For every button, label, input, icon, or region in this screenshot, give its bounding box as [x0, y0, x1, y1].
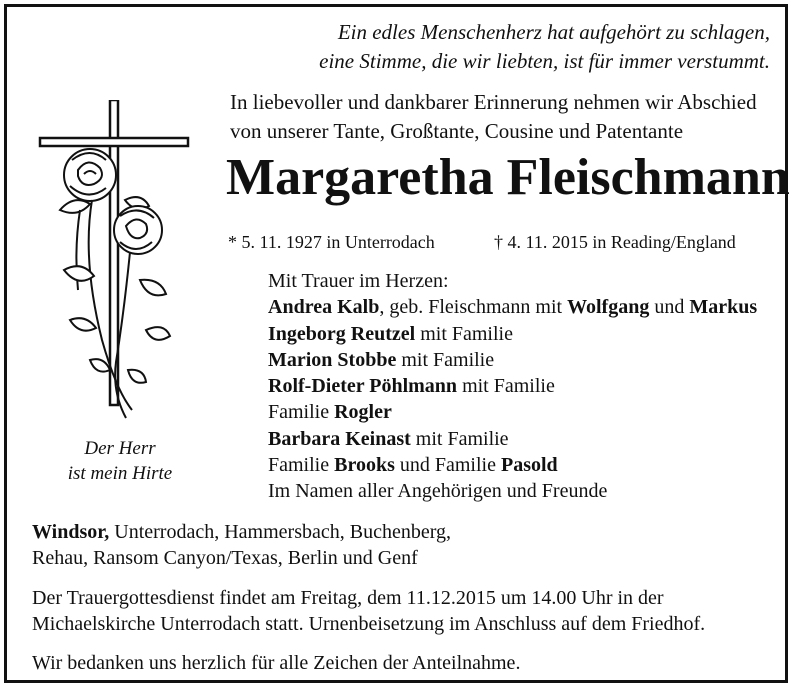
- mourner-name: Barbara Keinast: [268, 427, 411, 450]
- mourner-name: Pasold: [500, 454, 558, 477]
- intro-line-2: von unserer Tante, Großtante, Cousine und Patentante: [230, 119, 684, 143]
- intro-text: [230, 88, 790, 146]
- mourner-text: mit Familie: [457, 375, 555, 398]
- cross-with-roses-icon: [30, 100, 205, 430]
- mourner-text: und: [649, 296, 690, 319]
- mourner-row: [268, 373, 788, 399]
- thanks-note: Wir bedanken uns herzlich für alle Zeichen der Anteilnahme.: [32, 652, 521, 674]
- intro-line-1: In liebevoller und dankbarer Erinnerung nehmen wir Abschied: [230, 90, 757, 114]
- mourner-row: [268, 399, 788, 425]
- mourner-name: Markus: [689, 296, 758, 319]
- psalm-line-1: Der Herr: [84, 438, 156, 459]
- mourner-text: mit Familie: [410, 427, 509, 450]
- place-rest: Unterrodach, Hammersbach, Buchenberg,: [109, 521, 451, 543]
- mourner-name: Ingeborg Reutzel: [268, 322, 416, 345]
- mourner-text: mit Familie: [415, 322, 513, 345]
- service-info: [32, 585, 782, 637]
- quote-line-1: Ein edles Menschenherz hat aufgehört zu schlagen,: [337, 20, 770, 44]
- mourners-heading: Mit Trauer im Herzen:: [268, 270, 449, 292]
- mourner-row: [268, 426, 788, 452]
- mourner-name: Rolf-Dieter Pöhlmann: [268, 375, 458, 398]
- places-list: [32, 519, 782, 571]
- mourner-row: [268, 294, 788, 320]
- mourners-closing: Im Namen aller Angehörigen und Freunde: [268, 480, 608, 503]
- mourner-name: Brooks: [334, 454, 395, 477]
- mourner-name: Wolfgang: [567, 296, 650, 319]
- quote-line-2: eine Stimme, die wir liebten, ist für immer verstummt.: [319, 49, 770, 73]
- mourner-text: Familie: [268, 454, 335, 477]
- death-date: † 4. 11. 2015 in Reading/England: [494, 232, 736, 252]
- place-first: Windsor,: [32, 521, 110, 543]
- mourner-row: [268, 452, 788, 478]
- mourners-list: [268, 268, 788, 505]
- mourner-row: [268, 347, 788, 373]
- mourner-name: Rogler: [334, 401, 392, 424]
- mourner-text: mit Familie: [396, 348, 495, 371]
- mourner-row: [268, 321, 788, 347]
- psalm-line-2: ist mein Hirte: [67, 463, 173, 484]
- psalm-quote: [40, 436, 200, 486]
- memorial-quote: [319, 18, 770, 76]
- mourner-text: Familie: [268, 401, 335, 424]
- places-line-2: Rehau, Ransom Canyon/Texas, Berlin und Genf: [32, 547, 418, 569]
- birth-date: * 5. 11. 1927 in Unterrodach: [228, 232, 435, 252]
- mourner-text: , geb. Fleischmann mit: [379, 296, 568, 319]
- mourner-name: Andrea Kalb: [268, 296, 380, 319]
- mourner-text: und Familie: [394, 454, 501, 477]
- service-line-2: Michaelskirche Unterrodach statt. Urnenbeisetzung im Anschluss auf dem Friedhof.: [32, 613, 706, 635]
- service-line-1: Der Trauergottesdienst findet am Freitag, dem 11.12.2015 um 14.00 Uhr in der: [32, 587, 664, 609]
- mourner-name: Marion Stobbe: [268, 348, 397, 371]
- deceased-name: Margaretha Fleischmann: [226, 149, 790, 206]
